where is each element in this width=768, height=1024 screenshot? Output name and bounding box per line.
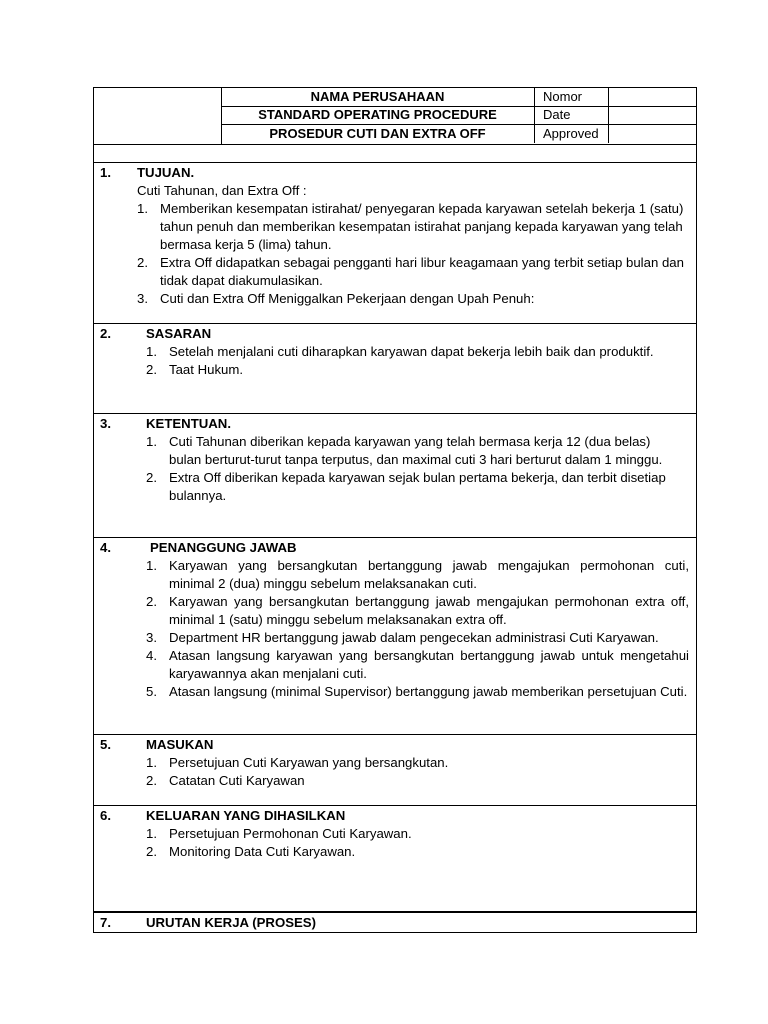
sop-title: STANDARD OPERATING PROCEDURE [221, 106, 535, 124]
list-item: 1. Persetujuan Cuti Karyawan yang bersangkutan. [146, 755, 449, 770]
section-title: SASARAN [146, 326, 212, 341]
item-list [146, 825, 676, 861]
value-date [610, 106, 696, 124]
list-item: 2. Monitoring Data Cuti Karyawan. [146, 844, 356, 859]
section-ketentuan [93, 414, 697, 538]
section-sasaran [93, 324, 697, 414]
spacer-row [93, 145, 697, 163]
list-item: 4. Atasan langsung karyawan yang bersangkutan bertanggung jawab untuk mengetahui karyawannya akan menjalani cuti. [146, 648, 689, 681]
section-title: KELUARAN YANG DIHASILKAN [146, 808, 346, 823]
item-list [146, 754, 676, 790]
list-item: 1. Setelah menjalani cuti diharapkan karyawan dapat bekerja lebih baik dan produktif. [146, 344, 654, 359]
section-title: TUJUAN. [137, 165, 195, 180]
sop-document [93, 87, 697, 933]
section-title: URUTAN KERJA (PROSES) [146, 915, 316, 930]
company-name: NAMA PERUSAHAAN [221, 88, 535, 106]
list-item: 2. Karyawan yang bersangkutan bertanggung jawab mengajukan permohonan extra off, minimal 1 (satu) minggu sebelum melaksanakan extra off. [146, 594, 689, 627]
section-number: 7. [100, 915, 111, 930]
section-number: 2. [100, 326, 111, 341]
label-approved: Approved [535, 125, 609, 143]
list-item: 3. Cuti dan Extra Off Meniggalkan Pekerjaan dengan Upah Penuh: [137, 291, 535, 306]
section-number: 3. [100, 416, 111, 431]
item-list [146, 557, 689, 701]
section-number: 4. [100, 540, 111, 555]
item-list [137, 200, 690, 308]
header-row-procedure [221, 125, 696, 143]
section-number: 1. [100, 165, 111, 180]
logo-cell [94, 88, 222, 144]
label-date: Date [535, 106, 609, 124]
section-masukan [93, 735, 697, 806]
value-nomor [610, 88, 696, 106]
label-nomor: Nomor [535, 88, 609, 106]
list-item: 1. Cuti Tahunan diberikan kepada karyawan yang telah bermasa kerja 12 (dua belas) bulan berturut-turut tanpa terputus, dan maximal cuti 3 hari berturut dalam 1 minggu. [146, 434, 663, 467]
list-item: 1. Persetujuan Permohonan Cuti Karyawan. [146, 826, 412, 841]
header-table [93, 87, 697, 145]
value-approved [610, 125, 696, 143]
section-number: 6. [100, 808, 111, 823]
item-list [146, 433, 668, 505]
section-title: KETENTUAN. [146, 416, 231, 431]
section-number: 5. [100, 737, 111, 752]
list-item: 1. Memberikan kesempatan istirahat/ penyegaran kepada karyawan setelah bekerja 1 (satu) tahun penuh dan memberikan kesempatan istirahat panjang kepada karyawan yang telah bermasa kerja 5 (lima) tahun. [137, 201, 684, 252]
procedure-title: PROSEDUR CUTI DAN EXTRA OFF [221, 125, 535, 143]
item-list [146, 343, 656, 379]
section-keluaran [93, 806, 697, 912]
section-tujuan [93, 163, 697, 324]
section-penanggung-jawab [93, 538, 697, 735]
header-row-company [221, 88, 696, 107]
list-item: 2. Extra Off diberikan kepada karyawan sejak bulan pertama bekerja, dan terbit disetiap bulannya. [146, 470, 666, 503]
header-row-sop [221, 106, 696, 125]
list-item: 2. Taat Hukum. [146, 362, 244, 377]
list-item: 1. Karyawan yang bersangkutan bertanggung jawab mengajukan permohonan cuti, minimal 2 (dua) minggu sebelum melaksanakan cuti. [146, 558, 689, 591]
list-item: 3. Department HR bertanggung jawab dalam pengecekan administrasi Cuti Karyawan. [146, 630, 659, 645]
list-item: 2. Extra Off didapatkan sebagai pengganti hari libur keagamaan yang terbit setiap bulan dan tidak dapat diakumulasikan. [137, 255, 684, 288]
section-title: PENANGGUNG JAWAB [150, 540, 297, 555]
list-item: 2. Catatan Cuti Karyawan [146, 773, 305, 788]
section-urutan-kerja [93, 912, 697, 933]
section-title: MASUKAN [146, 737, 214, 752]
section-intro: Cuti Tahunan, dan Extra Off : [137, 183, 307, 198]
list-item: 5. Atasan langsung (minimal Supervisor) bertanggung jawab memberikan persetujuan Cuti. [146, 684, 688, 699]
